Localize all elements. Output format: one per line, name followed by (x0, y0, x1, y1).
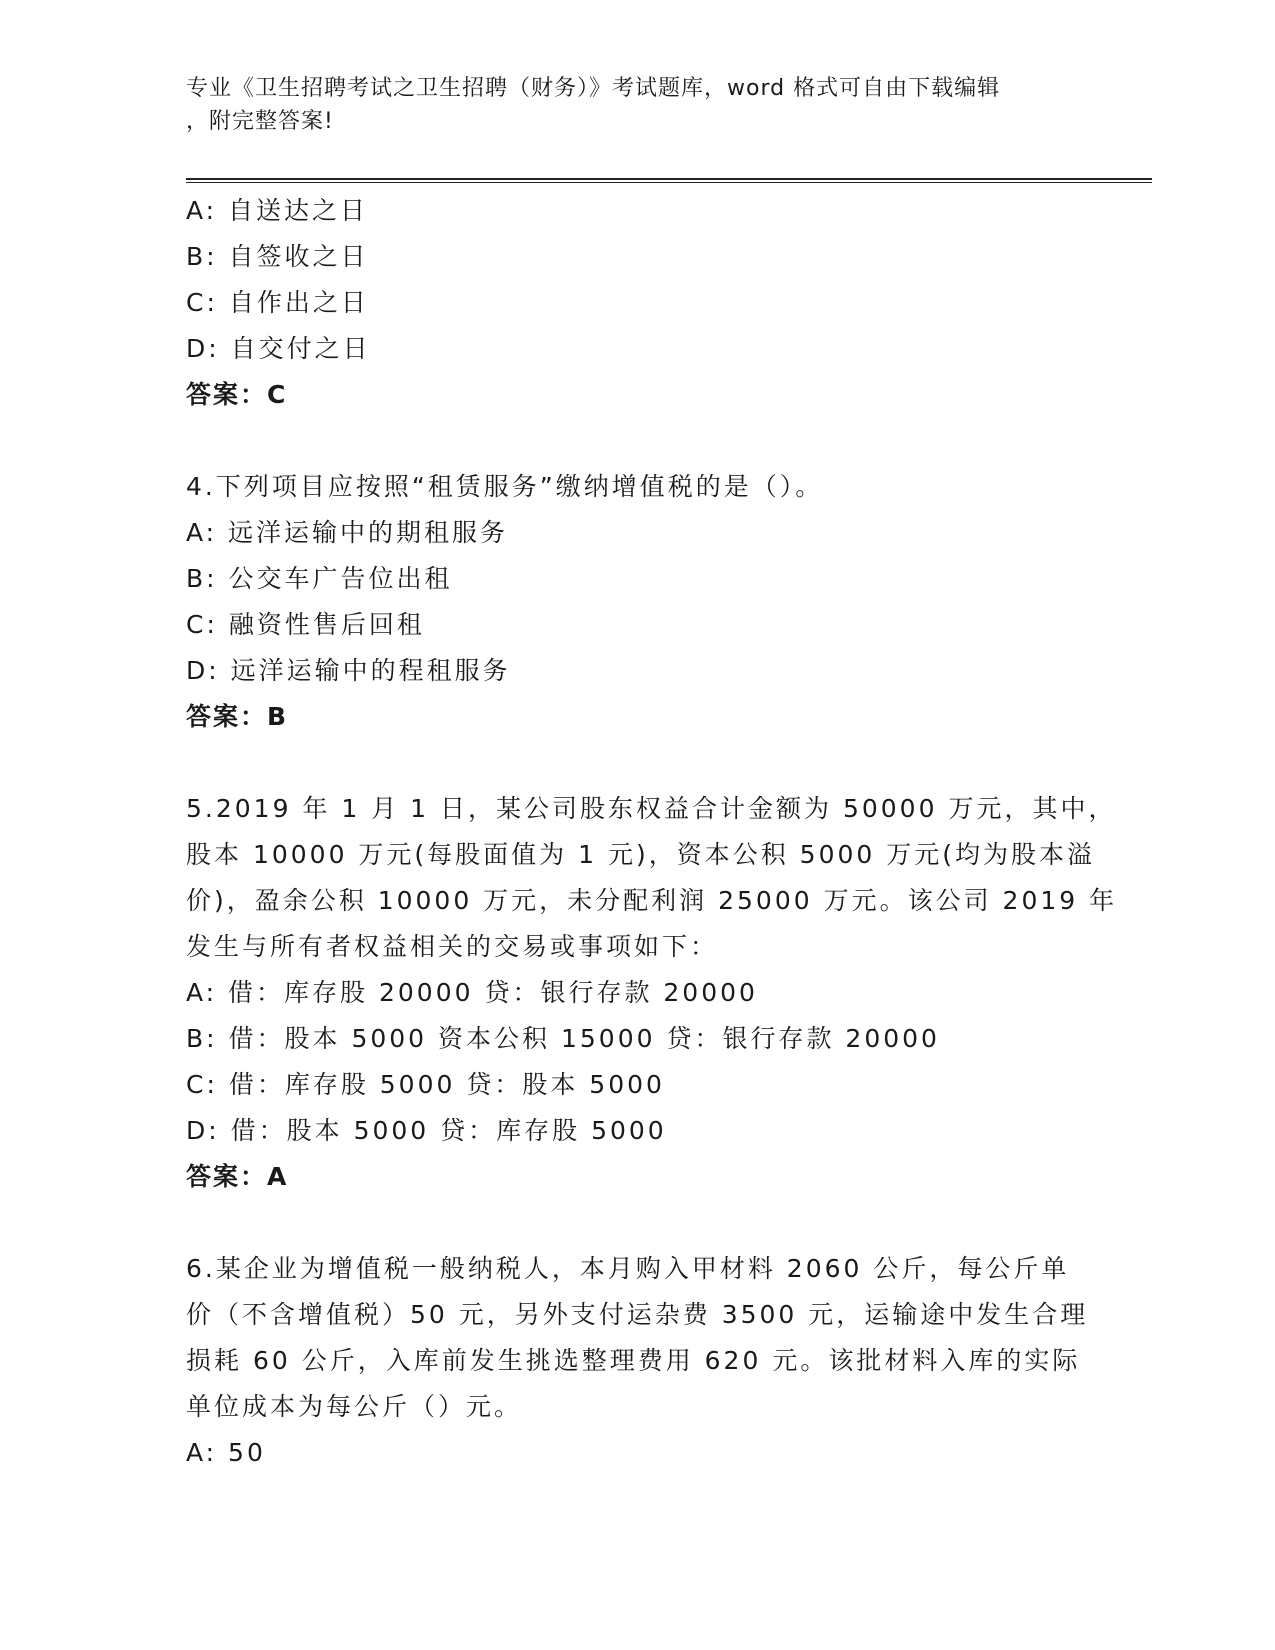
question-3 (186, 188, 1086, 418)
header-line-2: ，附完整答案! (186, 109, 334, 134)
document-body (186, 188, 1118, 1476)
option-c: C: 自作出之日 (186, 288, 369, 317)
question-5 (186, 786, 1118, 1200)
option-d: D: 远洋运输中的程租服务 (186, 656, 511, 685)
question-stem-line-3: 价)，盈余公积 10000 万元，未分配利润 25000 万元。该公司 2019 年 (186, 886, 1118, 915)
answer-line: 答案：C (186, 380, 288, 409)
question-stem: 4.下列项目应按照“租赁服务”缴纳增值税的是（）。 (186, 472, 824, 501)
question-stem-line-4: 单位成本为每公斤（）元。 (186, 1392, 523, 1421)
question-stem-line-3: 损耗 60 公斤，入库前发生挑选整理费用 620 元。该批材料入库的实际 (186, 1346, 1081, 1375)
option-a: A: 自送达之日 (186, 196, 369, 225)
header-line-1: 专业《卫生招聘考试之卫生招聘（财务）》考试题库，word 格式可自由下载编辑 (186, 76, 1001, 101)
question-stem-line-2: 股本 10000 万元(每股面值为 1 元)，资本公积 5000 万元(均为股本溢 (186, 840, 1096, 869)
question-stem-line-2: 价（不含增值税）50 元，另外支付运杂费 3500 元，运输途中发生合理 (186, 1300, 1089, 1329)
option-c: C: 融资性售后回租 (186, 610, 425, 639)
option-b: B: 公交车广告位出租 (186, 564, 453, 593)
question-6 (186, 1246, 1089, 1476)
option-c: C: 借：库存股 5000 贷：股本 5000 (186, 1070, 665, 1099)
question-stem-line-1: 5.2019 年 1 月 1 日，某公司股东权益合计金额为 50000 万元，其中， (186, 794, 1117, 823)
question-stem-line-4: 发生与所有者权益相关的交易或事项如下： (186, 932, 719, 961)
answer-line: 答案：B (186, 702, 289, 731)
header-rule-bottom (186, 182, 1152, 183)
question-4 (186, 464, 1086, 740)
question-stem-line-1: 6.某企业为增值税一般纳税人，本月购入甲材料 2060 公斤，每公斤单 (186, 1254, 1070, 1283)
option-b: B: 自签收之日 (186, 242, 369, 271)
option-a: A: 借：库存股 20000 贷：银行存款 20000 (186, 978, 758, 1007)
header-rule-top (186, 178, 1152, 180)
answer-line: 答案：A (186, 1162, 289, 1191)
option-d: D: 自交付之日 (186, 334, 371, 363)
option-a: A: 远洋运输中的期租服务 (186, 518, 509, 547)
option-b: B: 借：股本 5000 资本公积 15000 贷：银行存款 20000 (186, 1024, 940, 1053)
option-d: D: 借：股本 5000 贷：库存股 5000 (186, 1116, 667, 1145)
document-header (186, 72, 1086, 138)
option-a: A: 50 (186, 1438, 266, 1467)
